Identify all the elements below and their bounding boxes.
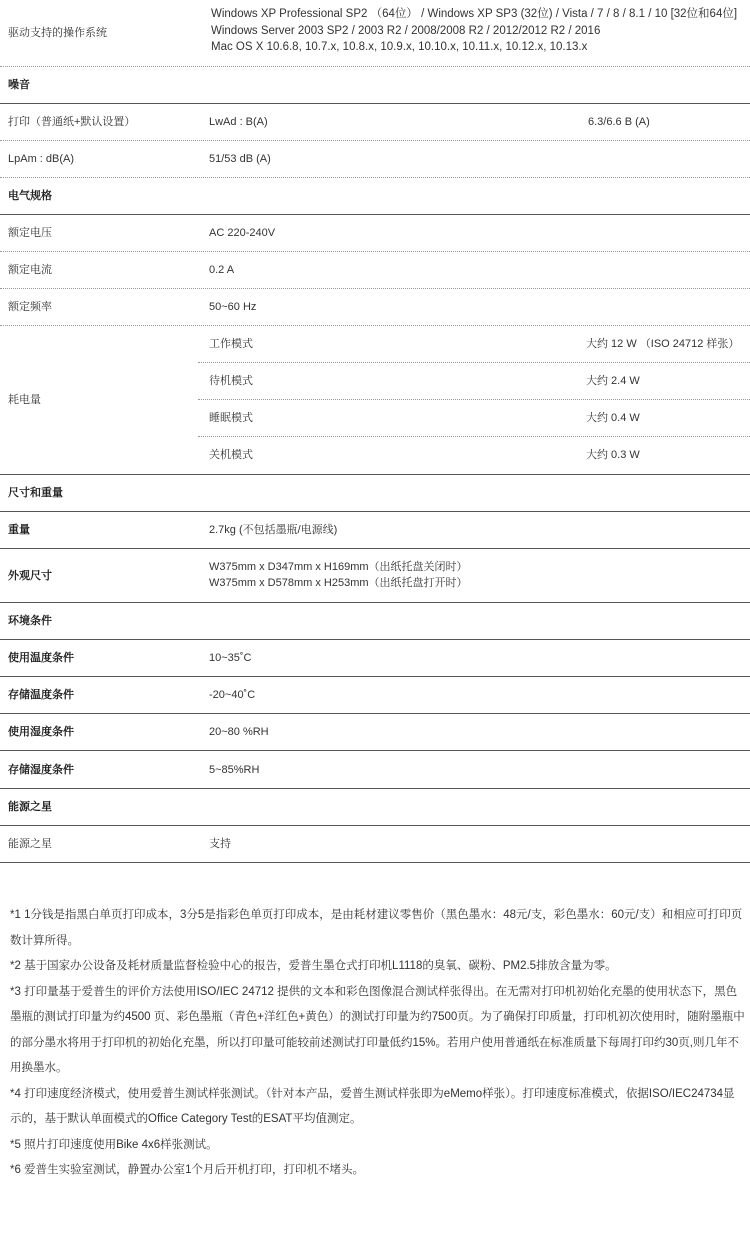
footnotes [10, 903, 745, 1184]
row-label: 存储湿度条件 [8, 763, 74, 776]
size-line: W375mm x D578mm x H253mm（出纸托盘打开时） [209, 577, 468, 589]
size-line: W375mm x D347mm x H169mm（出纸托盘关闭时） [209, 561, 468, 573]
power-value: 大约 0.3 W [586, 449, 640, 461]
row-value: 0.2 A [209, 264, 235, 276]
row-value: 支持 [209, 838, 231, 850]
row-label: 额定频率 [8, 301, 52, 313]
row-value: AC 220-240V [209, 227, 276, 239]
row-value: 20~80 %RH [209, 726, 269, 738]
power-mode-row [198, 437, 750, 474]
row-label: 存储温度条件 [8, 689, 74, 701]
section-header-electrical [0, 178, 750, 215]
os-line: Mac OS X 10.6.8, 10.7.x, 10.8.x, 10.9.x, 10.10.x, 10.11.x, 10.12.x, 10.13.x [211, 41, 588, 53]
row-value: 51/53 dB (A) [209, 153, 271, 165]
power-mode: 待机模式 [209, 375, 253, 387]
section-header-environment [0, 603, 750, 640]
table-row [0, 640, 750, 677]
power-value: 大约 0.4 W [586, 412, 640, 424]
row-label: 能源之星 [8, 838, 52, 850]
table-row [0, 215, 750, 252]
row-value: 2.7kg (不包括墨瓶/电源线) [209, 524, 338, 536]
power-mode-row [198, 400, 750, 437]
power-mode-row [198, 326, 750, 363]
section-title: 环境条件 [8, 615, 52, 627]
row-value-secondary: 6.3/6.6 B (A) [588, 116, 650, 128]
os-row [0, 0, 750, 67]
table-row [0, 512, 750, 549]
section-title: 噪音 [8, 78, 30, 91]
row-label: LpAm : dB(A) [8, 153, 75, 165]
row-label: 耗电量 [8, 394, 41, 406]
table-row [0, 289, 750, 326]
section-header-dimensions [0, 475, 750, 512]
footnote: *4 打印速度经济模式，使用爱普生测试样张测试。（针对本产品，爱普生测试样张即为eMemo样张）。打印速度标准模式，依据ISO/IEC24734显示的，基于默认单面模式的Office Category Test的ESAT平均值测定。 [10, 1087, 735, 1125]
table-row [0, 714, 750, 751]
footnote: *1 1分钱是指黑白单页打印成本，3分5是指彩色单页打印成本，是由耗材建议零售价（黑色墨水：48元/支，彩色墨水：60元/支）和相应可打印页数计算所得。 [10, 909, 743, 947]
row-label: 重量 [8, 524, 30, 536]
section-title: 能源之星 [8, 801, 52, 813]
row-label: 额定电流 [8, 264, 52, 276]
row-value: 5~85%RH [209, 763, 260, 776]
power-mode-row [198, 363, 750, 400]
table-row [0, 549, 750, 603]
section-header-energy-star [0, 789, 750, 826]
table-row [0, 677, 750, 714]
footnote: *3 打印量基于爱普生的评价方法使用ISO/IEC 24712 提供的文本和彩色图像混合测试样张得出。在无需对打印机初始化充墨的使用状态下，黑色墨瓶的测试打印量为约4500 页、彩色墨瓶（青色+洋红色+黄色）的测试打印量为约7500页。为了确保打印质量，打印机初次使用时，随附墨瓶中的部分墨水将用于打印机的初始化充墨，所以打印量可能较前述测试打印量低约15%。若用户使用普通纸在标准质量下每周打印约30页,则几年不用换墨水。 [10, 985, 745, 1074]
os-line: Windows XP Professional SP2 （64位） / Windows XP SP3 (32位) / Vista / 7 / 8 / 8.1 / 10 [32位和64位] [211, 8, 738, 20]
section-title: 电气规格 [8, 190, 52, 202]
row-value: LwAd : B(A) [209, 116, 268, 128]
power-mode: 睡眠模式 [209, 412, 253, 424]
row-label: 额定电压 [8, 227, 52, 239]
power-mode: 工作模式 [209, 338, 253, 350]
power-value: 大约 2.4 W [586, 375, 640, 387]
footnote: *5 照片打印速度使用Bike 4x6样张测试。 [10, 1138, 218, 1151]
row-label: 使用温度条件 [8, 652, 74, 664]
table-row [0, 141, 750, 178]
row-label: 驱动支持的操作系统 [8, 27, 107, 39]
table-row [0, 826, 750, 863]
table-row [0, 751, 750, 789]
power-mode: 关机模式 [209, 449, 253, 461]
row-value: 10~35˚C [209, 652, 252, 664]
table-row [0, 104, 750, 141]
row-value: 50~60 Hz [209, 301, 257, 313]
row-label: 外观尺寸 [8, 569, 52, 582]
row-label: 打印（普通纸+默认设置） [8, 116, 136, 128]
section-header-noise [0, 66, 750, 104]
footnote: *6 爱普生实验室测试，静置办公室1个月后开机打印，打印机不堵头。 [10, 1164, 364, 1176]
footnote: *2 基于国家办公设备及耗材质量监督检验中心的报告，爱普生墨仓式打印机L1118的臭氧、碳粉、PM2.5排放含量为零。 [10, 960, 617, 972]
table-row [0, 252, 750, 289]
os-line: Windows Server 2003 SP2 / 2003 R2 / 2008/2008 R2 / 2012/2012 R2 / 2016 [211, 24, 601, 37]
section-title: 尺寸和重量 [8, 487, 63, 499]
row-value: -20~40˚C [209, 689, 256, 701]
row-label: 使用湿度条件 [8, 726, 74, 738]
power-value: 大约 12 W （ISO 24712 样张） [586, 338, 740, 350]
